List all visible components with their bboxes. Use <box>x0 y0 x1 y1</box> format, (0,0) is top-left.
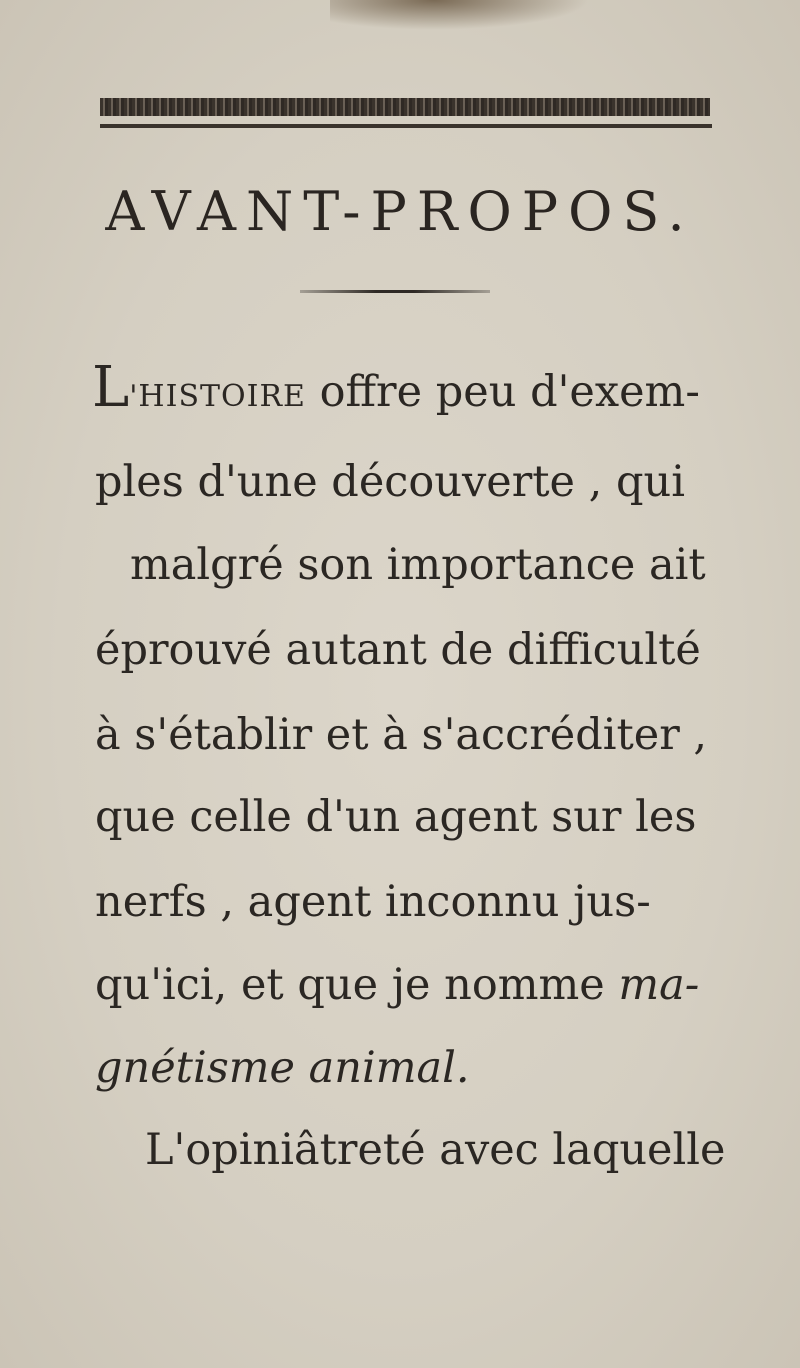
text-line <box>92 355 700 420</box>
line-text: qu'ici, et que je nomme <box>95 960 619 1010</box>
page-title: AVANT-PROPOS. <box>105 180 695 243</box>
italic-word: ma- <box>618 960 700 1010</box>
text-line: L'opiniâtreté avec laquelle <box>145 1125 726 1175</box>
text-line: gnétisme animal. <box>95 1043 470 1093</box>
title-divider <box>300 290 490 293</box>
text-line: ples d'une découverte , qui <box>95 457 685 507</box>
text-line: nerfs , agent inconnu jus- <box>95 877 651 927</box>
small-caps-word: 'HISTOIRE <box>129 379 306 414</box>
text-line: éprouvé autant de difficulté <box>95 625 701 675</box>
line-rest: offre peu d'exem- <box>305 367 700 417</box>
text-line: malgré son importance ait <box>130 540 706 590</box>
text-line <box>95 960 699 1010</box>
text-line: que celle d'un agent sur les <box>95 792 697 842</box>
page-stain <box>330 0 590 30</box>
text-line: à s'établir et à s'accréditer , <box>95 710 708 760</box>
header-rule <box>100 124 712 128</box>
drop-cap: L <box>92 355 130 420</box>
header-ornament <box>100 98 710 116</box>
